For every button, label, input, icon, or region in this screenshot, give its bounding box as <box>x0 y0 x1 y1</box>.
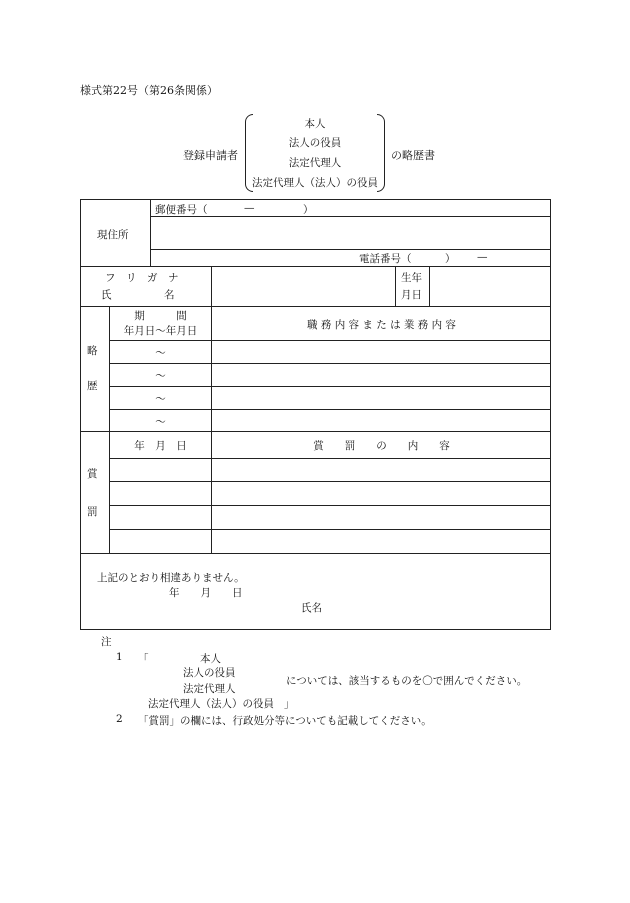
divider <box>81 306 551 307</box>
signature-label: 氏名 <box>301 602 322 614</box>
career-label-1: 略 <box>87 345 98 357</box>
divider <box>109 340 551 341</box>
divider <box>81 553 551 554</box>
divider <box>81 431 551 432</box>
note2-text: 「賞罰」の欄には、行政処分等についても記載してください。 <box>138 715 432 727</box>
postal-close: ） <box>303 204 314 216</box>
note1-close-bracket: 」 <box>284 698 295 710</box>
birth-label-2: 月日 <box>401 289 422 301</box>
awards-header: 賞 罰 の 内 容 <box>313 440 450 452</box>
divider <box>109 409 551 410</box>
phone-close: ） <box>445 253 456 265</box>
divider <box>109 529 551 530</box>
duty-header: 職 務 内 容 ま た は 業 務 内 容 <box>307 319 456 331</box>
name-label: 氏 名 <box>101 289 175 301</box>
role-bracket-group <box>245 114 385 192</box>
form-id: 様式第22号（第26条関係） <box>80 84 218 97</box>
divider <box>109 363 551 364</box>
divider <box>150 216 551 217</box>
furigana-label: フ リ ガ ナ <box>105 272 179 284</box>
period-header: 期 間 <box>134 310 187 322</box>
role-legal-agent: 法定代理人 <box>288 157 342 169</box>
note1-role-legal-agent-officer: 法定代理人（法人）の役員 <box>148 698 274 710</box>
period-tilde: ～ <box>155 370 166 382</box>
divider <box>109 306 110 553</box>
resume-form <box>80 199 551 630</box>
divider <box>109 386 551 387</box>
note2-number: 2 <box>116 713 123 725</box>
phone-dash: — <box>477 251 488 263</box>
divider <box>429 266 430 306</box>
notes-heading: 注 <box>101 636 112 648</box>
divider <box>109 481 551 482</box>
career-label-2: 歴 <box>87 380 98 392</box>
note1-number: 1 <box>116 651 123 663</box>
postal-label: 郵便番号（ <box>155 204 208 216</box>
role-corporate-officer: 法人の役員 <box>288 137 342 149</box>
role-legal-agent-officer: 法定代理人（法人）の役員 <box>252 177 378 189</box>
divider <box>150 249 551 250</box>
birth-label-1: 生年 <box>401 272 422 284</box>
postal-dash: — <box>244 202 255 214</box>
date-header: 年 月 日 <box>134 440 187 452</box>
period-tilde: ～ <box>155 393 166 405</box>
divider <box>395 266 396 306</box>
awards-label-1: 賞 <box>87 468 98 480</box>
note1-open-bracket: 「 <box>138 653 149 665</box>
period-tilde: ～ <box>155 416 166 428</box>
divider <box>81 266 551 267</box>
divider <box>150 200 151 266</box>
role-principal: 本人 <box>304 118 326 130</box>
period-subheader: 年月日～年月日 <box>123 325 198 337</box>
divider <box>109 505 551 506</box>
date-line: 年 月 日 <box>169 587 243 599</box>
title-prefix: 登録申請者 <box>183 149 238 162</box>
divider <box>211 266 212 553</box>
note1-role-legal-agent: 法定代理人 <box>183 683 236 695</box>
divider <box>109 458 551 459</box>
period-tilde: ～ <box>155 347 166 359</box>
note1-role-principal: 本人 <box>200 653 221 665</box>
declaration-text: 上記のとおり相違ありません。 <box>97 572 245 584</box>
note1-text: については、該当するものを〇で囲んでください。 <box>286 675 528 687</box>
awards-label-2: 罰 <box>87 506 98 518</box>
title-suffix: の略歴書 <box>391 149 435 162</box>
phone-label: 電話番号（ <box>359 253 412 265</box>
note1-role-corporate-officer: 法人の役員 <box>183 667 236 679</box>
address-label: 現住所 <box>97 229 129 241</box>
